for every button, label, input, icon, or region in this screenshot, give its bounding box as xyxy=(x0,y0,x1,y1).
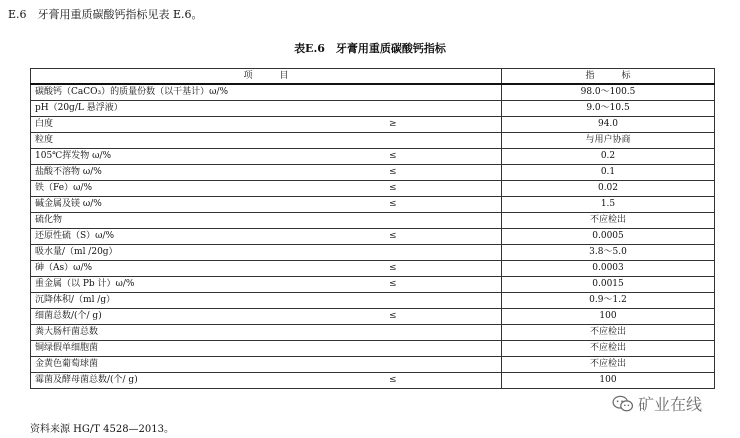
row-item xyxy=(31,277,502,293)
row-item-label: 吸水量/（ml /20g） xyxy=(35,247,118,257)
row-item xyxy=(31,117,502,133)
row-value: 不应检出 xyxy=(502,357,715,373)
table-row xyxy=(31,261,715,277)
row-value: 0.1 xyxy=(502,165,715,181)
table-header-row xyxy=(31,69,715,85)
table-row xyxy=(31,309,715,325)
row-item xyxy=(31,373,502,389)
row-value: 0.2 xyxy=(502,149,715,165)
watermark xyxy=(612,392,702,415)
row-item-label: 细菌总数/(个/ g) xyxy=(35,311,102,321)
section-heading: E.6 牙膏用重质碳酸钙指标见表 E.6。 xyxy=(8,8,203,21)
row-item xyxy=(31,149,502,165)
source-note: 资料来源 HG/T 4528—2013。 xyxy=(30,424,175,435)
row-value: 与用户协商 xyxy=(502,133,715,149)
row-comparator: ≥ xyxy=(389,119,397,129)
row-item xyxy=(31,325,502,341)
table-caption: 表E.6 牙膏用重质碳酸钙指标 xyxy=(294,42,446,55)
row-value: 0.0003 xyxy=(502,261,715,277)
row-comparator: ≤ xyxy=(389,375,397,385)
row-item-label: 硫化物 xyxy=(35,215,63,225)
row-value: 0.0005 xyxy=(502,229,715,245)
table-row xyxy=(31,325,715,341)
row-item-label: 105℃挥发物 ω/% xyxy=(35,151,112,161)
table-row xyxy=(31,229,715,245)
row-comparator: ≤ xyxy=(389,167,397,177)
row-value: 不应检出 xyxy=(502,341,715,357)
table-row xyxy=(31,293,715,309)
header-index: 指 标 xyxy=(502,69,715,85)
table-row xyxy=(31,165,715,181)
row-item-label: 金黄色葡萄球菌 xyxy=(35,359,99,369)
row-value: 98.0～100.5 xyxy=(502,84,715,101)
table-row xyxy=(31,373,715,389)
table-row xyxy=(31,133,715,149)
table-row xyxy=(31,101,715,117)
row-value: 不应检出 xyxy=(502,213,715,229)
table-row xyxy=(31,84,715,101)
row-value: 94.0 xyxy=(502,117,715,133)
row-item xyxy=(31,229,502,245)
row-comparator: ≤ xyxy=(389,199,397,209)
row-item xyxy=(31,245,502,261)
table-row xyxy=(31,341,715,357)
row-item xyxy=(31,309,502,325)
table-row xyxy=(31,197,715,213)
row-value: 0.02 xyxy=(502,181,715,197)
row-comparator: ≤ xyxy=(389,263,397,273)
row-item xyxy=(31,197,502,213)
table-row xyxy=(31,117,715,133)
wechat-icon xyxy=(612,395,634,413)
row-comparator: ≤ xyxy=(389,151,397,161)
row-item-label: 粪大肠杆菌总数 xyxy=(35,327,99,337)
row-value: 1.5 xyxy=(502,197,715,213)
row-item xyxy=(31,357,502,373)
table-row xyxy=(31,277,715,293)
spec-table xyxy=(30,68,715,389)
table-row xyxy=(31,149,715,165)
row-item-label: 盐酸不溶物 ω/% xyxy=(35,167,102,177)
row-item-label: 碳酸钙（CaCO₃）的质量份数（以干基计）ω/% xyxy=(35,87,229,97)
row-item xyxy=(31,165,502,181)
row-item xyxy=(31,181,502,197)
watermark-text: 矿业在线 xyxy=(638,395,703,414)
row-item-label: 还原性硫（S）ω/% xyxy=(35,231,115,241)
row-item-label: 霉菌及酵母菌总数/(个/ g) xyxy=(35,375,138,385)
row-item-label: 铜绿假单细胞菌 xyxy=(35,343,99,353)
row-item xyxy=(31,341,502,357)
row-comparator: ≤ xyxy=(389,183,397,193)
row-value: 不应检出 xyxy=(502,325,715,341)
row-item-label: 砷（As）ω/% xyxy=(35,263,93,273)
row-comparator: ≤ xyxy=(389,231,397,241)
row-item-label: 粒度 xyxy=(35,135,54,145)
table-row xyxy=(31,213,715,229)
row-item-label: 铁（Fe）ω/% xyxy=(35,183,93,193)
row-item-label: 碱金属及镁 ω/% xyxy=(35,199,102,209)
row-item xyxy=(31,133,502,149)
row-value: 100 xyxy=(502,309,715,325)
row-comparator: ≤ xyxy=(389,311,397,321)
row-item-label: pH（20g/L 悬浮液） xyxy=(35,103,123,113)
row-comparator: ≤ xyxy=(389,279,397,289)
header-item: 项 目 xyxy=(31,69,502,85)
row-value: 9.0～10.5 xyxy=(502,101,715,117)
row-item-label: 白度 xyxy=(35,119,54,129)
row-value: 100 xyxy=(502,373,715,389)
table-row xyxy=(31,357,715,373)
row-item xyxy=(31,293,502,309)
row-item-label: 重金属（以 Pb 计）ω/% xyxy=(35,279,135,289)
row-item xyxy=(31,101,502,117)
row-value: 0.0015 xyxy=(502,277,715,293)
row-item xyxy=(31,84,502,101)
table-row xyxy=(31,245,715,261)
row-item xyxy=(31,213,502,229)
row-item-label: 沉降体积/（ml /g） xyxy=(35,295,116,305)
row-value: 0.9～1.2 xyxy=(502,293,715,309)
table-row xyxy=(31,181,715,197)
row-item xyxy=(31,261,502,277)
row-value: 3.8～5.0 xyxy=(502,245,715,261)
